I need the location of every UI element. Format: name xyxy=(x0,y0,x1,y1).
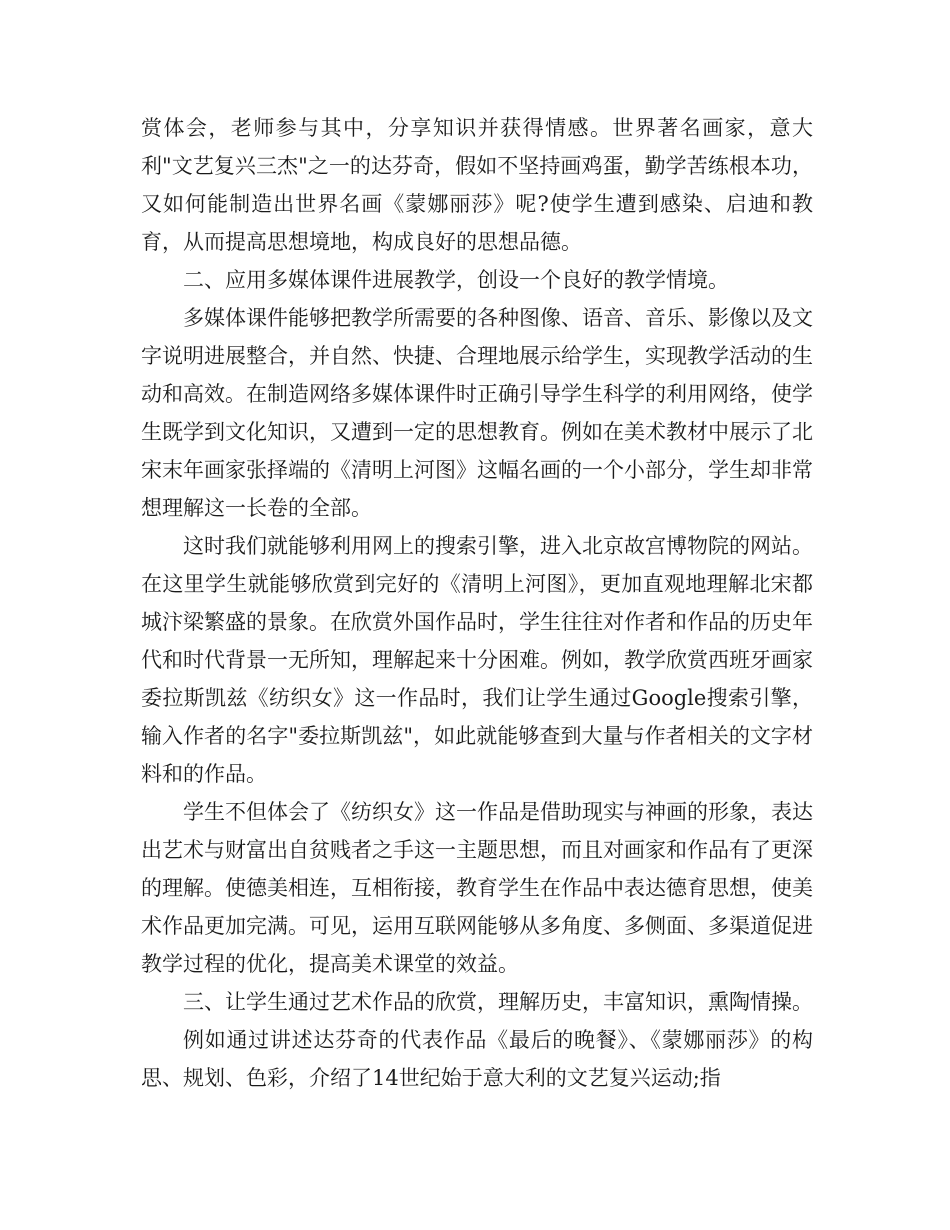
paragraph-1: 赏体会，老师参与其中，分享知识并获得情感。世界著名画家，意大利"文艺复兴三杰"之一的达芬奇，假如不坚持画鸡蛋，勤学苦练根本功，又如何能制造出世界名画《蒙娜丽莎》呢?使学生遭到感染、启迪和教育，从而提高思想境地，构成良好的思想品德。 xyxy=(141,116,813,254)
document-body xyxy=(141,109,813,1097)
paragraph-7: 例如通过讲述达芬奇的代表作品《最后的晚餐》、《蒙娜丽莎》的构思、规划、色彩，介绍了14世纪始于意大利的文艺复兴运动;指 xyxy=(141,1028,813,1090)
paragraph-3: 多媒体课件能够把教学所需要的各种图像、语音、音乐、影像以及文字说明进展整合，并自然、快捷、合理地展示给学生，实现教学活动的生动和高效。在制造网络多媒体课件时正确引导学生科学的利用网络，使学生既学到文化知识，又遭到一定的思想教育。例如在美术教材中展示了北宋末年画家张择端的《清明上河图》这幅名画的一个小部分，学生却非常想理解这一长卷的全部。 xyxy=(141,306,813,520)
section-heading-3: 三、让学生通过艺术作品的欣赏，理解历史，丰富知识，熏陶情操。 xyxy=(183,990,813,1014)
section-heading-2: 二、应用多媒体课件进展教学，创设一个良好的教学情境。 xyxy=(183,268,729,292)
paragraph-4: 这时我们就能够利用网上的搜索引擎，进入北京故宫博物院的网站。在这里学生就能够欣赏到完好的《清明上河图》，更加直观地理解北宋都城汴梁繁盛的景象。在欣赏外国作品时，学生往往对作者和作品的历史年代和时代背景一无所知，理解起来十分困难。例如，教学欣赏西班牙画家委拉斯凯兹《纺织女》这一作品时，我们让学生通过Google搜索引擎，输入作者的名字"委拉斯凯兹"，如此就能够查到大量与作者相关的文字材料和的作品。 xyxy=(141,534,813,786)
paragraph-5: 学生不但体会了《纺织女》这一作品是借助现实与神画的形象，表达出艺术与财富出自贫贱者之手这一主题思想，而且对画家和作品有了更深的理解。使德美相连，互相衔接，教育学生在作品中表达德育思想，使美术作品更加完满。可见，运用互联网能够从多角度、多侧面、多渠道促进教学过程的优化，提高美术课堂的效益。 xyxy=(141,800,813,976)
